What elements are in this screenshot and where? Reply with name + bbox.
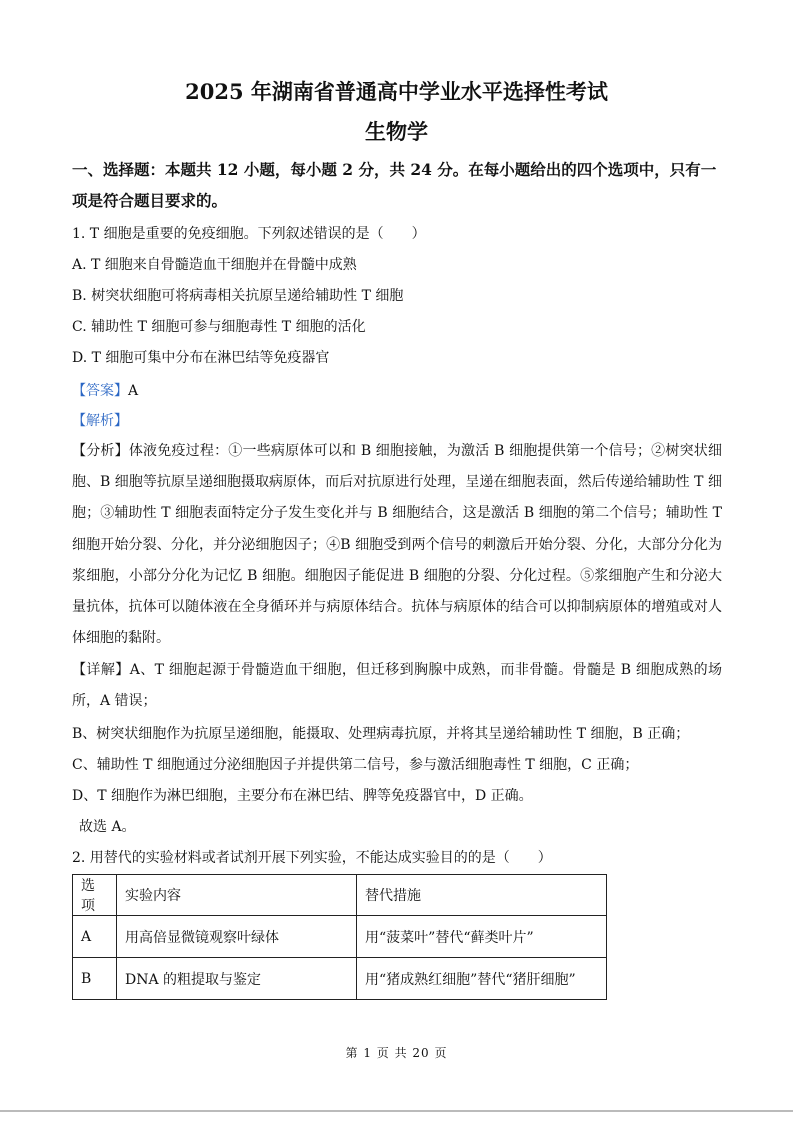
xiangjie-a-text: A、T 细胞起源于骨髓造血干细胞，但迁移到胸腺中成熟，而非骨髓。骨髓是 B 细胞成熟的场所，A 错误； <box>72 662 722 710</box>
table-header-cell: 实验内容 <box>117 875 357 916</box>
question-1-stem: 1. T 细胞是重要的免疫细胞。下列叙述错误的是（ ） <box>72 226 426 242</box>
section-heading-line1: 一、选择题：本题共 12 小题，每小题 2 分，共 24 分。在每小题给出的四个选项中，只有一 <box>72 160 717 179</box>
fenxi-text: 体液免疫过程：①一些病原体可以和 B 细胞接触，为激活 B 细胞提供第一个信号；②树突状细胞、B 细胞等抗原呈递细胞摄取病原体，而后对抗原进行处理，呈递在细胞表面，然后传递给辅助性 T 细胞；③辅助性 T 细胞表面特定分子发生变化并与 B 细胞结合，这是激活 B 细胞的第二个信号；辅助性 T 细胞开始分裂、分化，并分泌细胞因子；④B 细胞受到两个信号的刺激后开始分裂、分化，大部分分化为浆细胞，小部分分化为记忆 B 细胞。细胞因子能促进 B 细胞的分裂、分化过程。⑤浆细胞产生和分泌大量抗体，抗体可以随体液在全身循环并与病原体结合。抗体与病原体的结合可以抑制病原体的增殖或对人体细胞的黏附。 <box>72 443 723 647</box>
table-cell: 用“菠菜叶”替代“藓类叶片” <box>357 916 607 958</box>
table-cell: A <box>73 916 117 958</box>
answer-value: A <box>128 383 139 399</box>
fenxi-paragraph <box>72 436 722 654</box>
table-row <box>73 916 607 958</box>
analysis-line <box>72 411 128 431</box>
xiangjie-c: C、辅助性 T 细胞通过分泌细胞因子并提供第二信号，参与激活细胞毒性 T 细胞，C 正确； <box>72 757 639 773</box>
conclusion: 故选 A。 <box>79 819 136 835</box>
xiangjie-tag: 【详解】 <box>72 662 130 678</box>
section-heading-line2: 项是符合题目要求的。 <box>72 191 228 210</box>
table-row <box>73 958 607 1000</box>
table-header-row <box>73 875 607 916</box>
table-header-cell: 选项 <box>73 875 117 916</box>
table-cell: DNA 的粗提取与鉴定 <box>117 958 357 1000</box>
question-1-option-c: C. 辅助性 T 细胞可参与细胞毒性 T 细胞的活化 <box>72 319 366 335</box>
table-cell: 用高倍显微镜观察叶绿体 <box>117 916 357 958</box>
xiangjie-paragraph-a <box>72 655 722 717</box>
exam-title: 2025 年湖南省普通高中学业水平选择性考试 <box>185 79 608 104</box>
table-cell: 用“猪成熟红细胞”替代“猪肝细胞” <box>357 958 607 1000</box>
question-1-option-a: A. T 细胞来自骨髓造血干细胞并在骨髓中成熟 <box>72 257 357 273</box>
bottom-divider <box>0 1110 793 1112</box>
table-header-cell: 替代措施 <box>357 875 607 916</box>
experiment-table <box>72 874 607 1000</box>
page-footer: 第 1 页 共 20 页 <box>345 1046 448 1060</box>
question-1-option-d: D. T 细胞可集中分布在淋巴结等免疫器官 <box>72 350 330 366</box>
xiangjie-d: D、T 细胞作为淋巴细胞，主要分布在淋巴结、脾等免疫器官中，D 正确。 <box>72 788 533 804</box>
question-2-stem: 2. 用替代的实验材料或者试剂开展下列实验，不能达成实验目的的是（ ） <box>72 850 552 866</box>
question-1-option-b: B. 树突状细胞可将病毒相关抗原呈递给辅助性 T 细胞 <box>72 288 404 304</box>
table-cell: B <box>73 958 117 1000</box>
answer-line <box>72 381 138 401</box>
fenxi-tag: 【分析】 <box>72 443 129 459</box>
xiangjie-b: B、树突状细胞作为抗原呈递细胞，能摄取、处理病毒抗原，并将其呈递给辅助性 T 细胞，B 正确； <box>72 726 690 742</box>
answer-tag: 【答案】 <box>72 383 128 399</box>
analysis-tag: 【解析】 <box>72 413 128 429</box>
subject-title: 生物学 <box>365 119 428 144</box>
